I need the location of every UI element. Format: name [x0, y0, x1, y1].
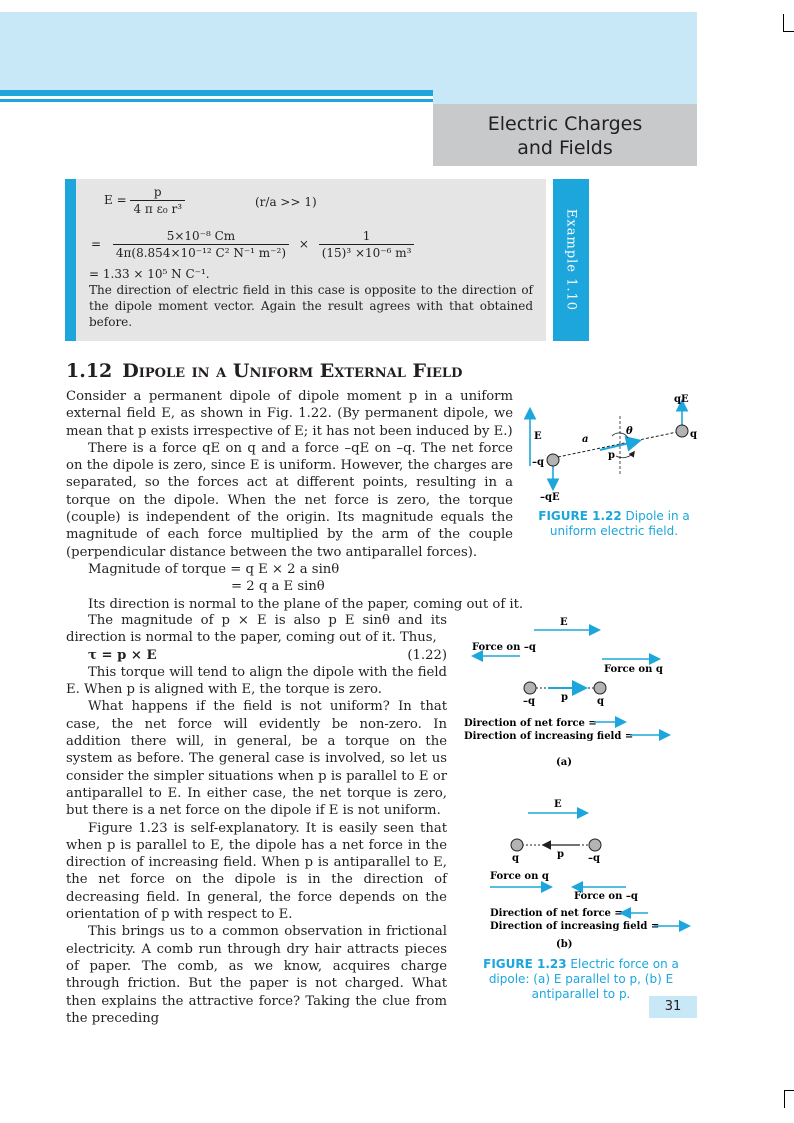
example-eq3: = 1.33 × 10⁵ N C⁻¹. [89, 267, 210, 281]
b-label-E: E [554, 799, 562, 810]
positive-charge [676, 425, 688, 437]
example-eq2 [91, 228, 414, 261]
figure-1-22 [520, 388, 710, 506]
eq2-den1: 4π(8.854×10⁻¹² C² N⁻¹ m⁻²) [115, 246, 287, 260]
b-label-force-q: Force on q [490, 871, 549, 882]
eq1-num: p [130, 184, 185, 201]
dipole-axis [553, 431, 682, 458]
b-label-increasing-field: Direction of increasing field = [490, 921, 660, 932]
label-qE: qE [674, 394, 689, 405]
torque-line-1: Magnitude of torque = q E × 2 a sinθ [88, 561, 340, 577]
negative-charge [547, 454, 559, 466]
eq2-fraction2 [319, 228, 415, 261]
section-number: 1.12 [66, 360, 113, 382]
header-rule-thick [0, 90, 433, 96]
eq2-fraction1 [113, 228, 289, 261]
eq2-times: × [298, 237, 309, 251]
a-label-force-minus-q: Force on –q [472, 642, 536, 653]
crop-mark-bottom [784, 1090, 785, 1108]
torque-arc [616, 452, 634, 458]
body-column-lower [66, 612, 447, 1027]
label-minus-qE: –qE [540, 492, 560, 503]
label-p: p [608, 450, 615, 461]
b-negative-charge [589, 839, 601, 851]
eq-tau: τ = p × E [88, 647, 157, 663]
equation-1-22 [66, 647, 447, 664]
eq1-fraction [130, 184, 185, 217]
a-sub-label: (a) [556, 757, 572, 768]
a-negative-charge [524, 682, 536, 694]
paragraph-1: Consider a permanent dipole of dipole moment p in a uniform external field E, as shown in Fig. 1.22. (By permanent dipole, we mean that p exists irrespective of E; it has not been induced by E.) [66, 389, 513, 439]
eq-number: (1.22) [407, 647, 447, 663]
paragraph-3: Its direction is normal to the plane of the paper, coming out of it. [88, 596, 524, 612]
a-label-net-force: Direction of net force = [464, 718, 597, 729]
fig123-caption-text: Electric force on a dipole: (a) E parallel to p, (b) E antiparallel to p. [488, 957, 679, 1001]
eq1-den: 4 π ε₀ r³ [133, 202, 183, 216]
a-label-force-q: Force on q [604, 664, 663, 675]
paragraph-6: What happens if the field is not uniform? In that case, the net force will evidently be non-zero. In addition there will, in general, be a torque on the system as before. The general case is involved, so let us consider the simpler situations when p is parallel to E or antiparallel to E. In either case, the net torque is zero, but there is a net force on the dipole if E is not uniform. [66, 699, 447, 819]
example-conclusion: The direction of electric field in this case is opposite to the direction of the dipole moment vector. Again the result agrees with that obtained before. [89, 283, 533, 329]
figure-1-23b [462, 795, 692, 953]
body-column-upper [66, 388, 524, 613]
paragraph-2: There is a force qE on q and a force –qE on –q. The net force on the dipole is zero, since E is uniform. However, the charges are separated, so the forces act at different points, resulting in a torque on the dipole. When the net force is zero, the torque (couple) is independent of the origin. Its magnitude equals the magnitude of each force multiplied by the arm of the couple (perpendicular distance between the two antiparallel forces). [66, 440, 513, 560]
crop-mark-bottom-h [784, 1090, 794, 1091]
label-a: a [582, 434, 589, 445]
a-label-E: E [560, 617, 568, 628]
b-label-force-minus-q: Force on –q [574, 891, 638, 902]
label-q: q [690, 429, 697, 440]
dipole-moment-arrow [600, 441, 638, 450]
eq2-eq: = [91, 237, 102, 251]
eq2-num2: 1 [319, 228, 415, 245]
example-tab-text: Example 1.10 [563, 208, 579, 312]
paragraph-4: The magnitude of p × E is also p E sinθ and its direction is normal to the paper, coming out of it. Thus, [66, 613, 447, 646]
chapter-title-line2: and Fields [517, 137, 613, 159]
eq2-num1: 5×10⁻⁸ Cm [113, 228, 289, 245]
paragraph-5: This torque will tend to align the dipole with the field E. When p is aligned with E, the torque is zero. [66, 664, 447, 698]
a-positive-charge [594, 682, 606, 694]
b-label-q: q [512, 853, 519, 864]
paragraph-7: Figure 1.23 is self-explanatory. It is easily seen that when p is parallel to E, the dipole has a net force in the direction of increasing field. When p is antiparallel to E, the net force on the dipole is in the direction of decreasing field. In general, the force depends on the orientation of p with respect to E. [66, 820, 447, 923]
figure-1-22-caption [526, 509, 702, 539]
crop-mark-top [783, 14, 784, 32]
example-eq1 [104, 184, 185, 217]
page-number: 31 [649, 996, 697, 1018]
a-label-q: q [597, 696, 604, 707]
fig122-caption-label: FIGURE 1.22 [538, 509, 622, 523]
chapter-title-box-top [433, 12, 697, 104]
eq2-den2: (15)³ ×10⁻⁶ m³ [321, 246, 412, 260]
label-minus-q: –q [532, 457, 544, 468]
header-band [0, 12, 433, 90]
b-sub-label: (b) [556, 939, 573, 950]
eq1-lhs: E = [104, 193, 127, 207]
chapter-title [440, 112, 690, 160]
b-label-minus-q: –q [588, 853, 600, 864]
label-theta: θ [626, 426, 633, 437]
chapter-title-line1: Electric Charges [487, 113, 643, 135]
a-label-increasing-field: Direction of increasing field = [464, 731, 634, 742]
b-label-net-force: Direction of net force = [490, 908, 623, 919]
section-title: Dipole in a Uniform External Field [122, 360, 463, 382]
fig122-caption-text: Dipole in a uniform electric field. [549, 509, 690, 538]
eq1-condition: (r/a >> 1) [255, 195, 317, 209]
header-rule-thin [0, 99, 433, 102]
a-label-minus-q: –q [523, 696, 535, 707]
example-tab-label [553, 179, 589, 341]
b-positive-charge [511, 839, 523, 851]
crop-mark-top-h [783, 31, 794, 32]
label-E: E [534, 431, 542, 442]
b-label-p: p [557, 849, 564, 860]
section-heading [66, 360, 462, 382]
torque-line-2: = 2 q a E sinθ [231, 579, 325, 595]
example-side-bar [65, 179, 76, 341]
figure-1-23a [462, 612, 692, 772]
paragraph-8: This brings us to a common observation in frictional electricity. A comb run through dry hair attracts pieces of paper. The comb, as we know, acquires charge through friction. But the paper is not charged. What then explains the attractive force? Taking the clue from the preceding [66, 924, 447, 1026]
fig123-caption-label: FIGURE 1.23 [483, 957, 567, 971]
a-label-p: p [561, 692, 568, 703]
